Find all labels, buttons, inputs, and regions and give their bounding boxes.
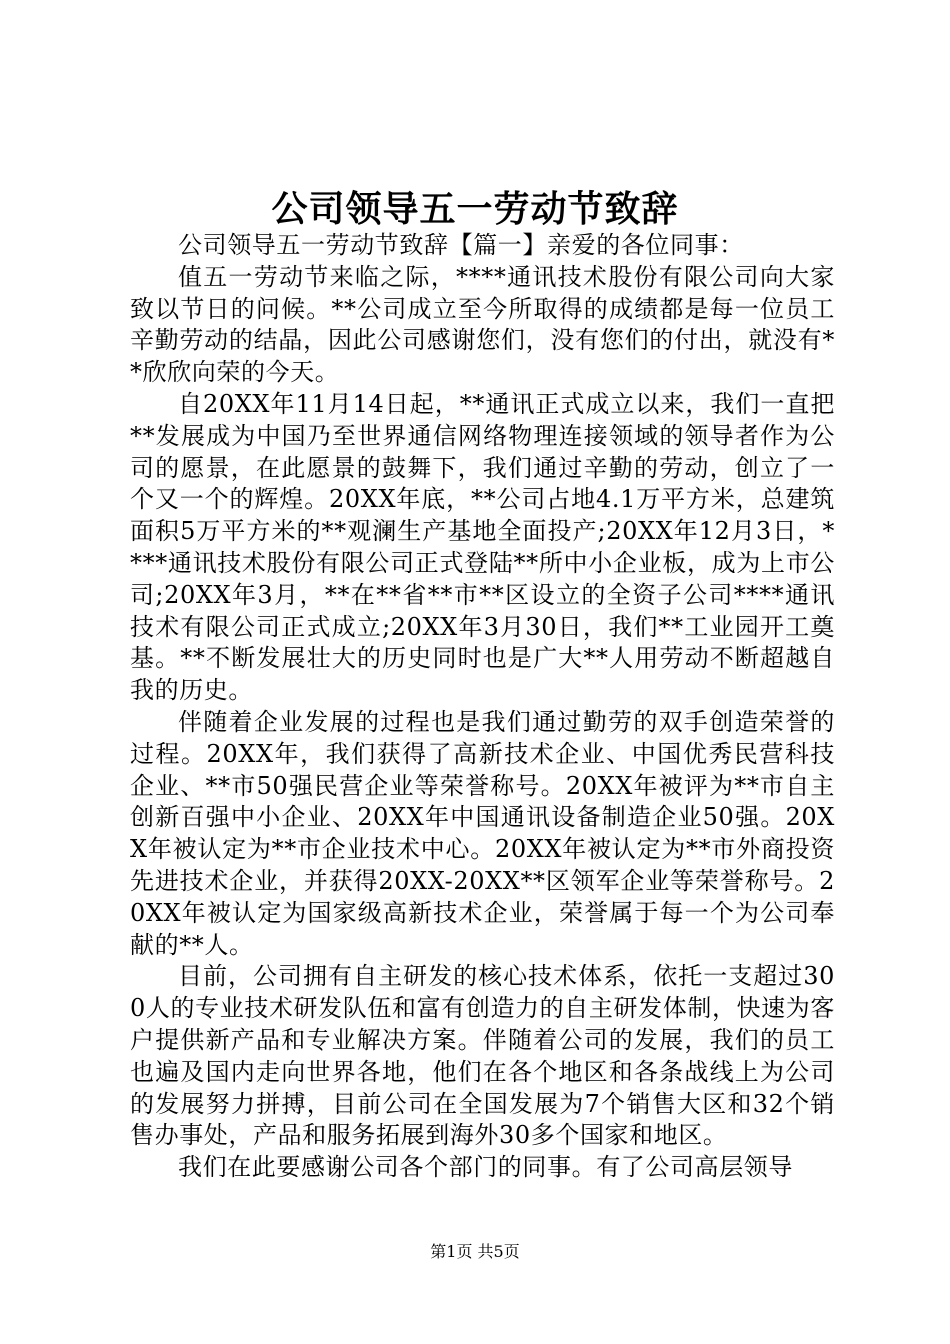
- paragraph: 公司领导五一劳动节致辞【篇一】亲爱的各位同事：: [178, 231, 744, 259]
- paragraph: 伴随着企业发展的过程也是我们通过勤劳的双手创造荣誉的过程。20XX年，我们获得了高新技术企业、中国优秀民营科技企业、**市50强民营企业等荣誉称号。20XX年被评为**市自主创新百强中小企业、20XX年中国通讯设备制造企业50强。20XX年被认定为**市企业技术中心。20XX年被认定为**市外商投资先进技术企业，并获得20XX-20XX**区领军企业等荣誉称号。20XX年被认定为国家级高新技术企业，荣誉属于每一个为公司奉献的**人。: [130, 707, 835, 959]
- document-title: 公司领导五一劳动节致辞: [271, 188, 679, 230]
- paragraph: 自20XX年11月14日起，**通讯正式成立以来，我们一直把**发展成为中国乃至世界通信网络物理连接领域的领导者作为公司的愿景，在此愿景的鼓舞下，我们通过辛勤的劳动，创立了一个又一个的辉煌。20XX年底，**公司占地4.1万平方米，总建筑面积5万平方米的**观澜生产基地全面投产;20XX年12月3日，****通讯技术股份有限公司正式登陆**所中小企业板，成为上市公司;20XX年3月，**在**省**市**区设立的全资子公司****通讯技术有限公司正式成立;20XX年3月30日，我们**工业园开工奠基。**不断发展壮大的历史同时也是广大**人用劳动不断超越自我的历史。: [130, 389, 835, 705]
- paragraph: 值五一劳动节来临之际，****通讯技术股份有限公司向大家致以节日的问候。**公司成立至今所取得的成绩都是每一位员工辛勤劳动的结晶，因此公司感谢您们，没有您们的付出，就没有**欣欣向荣的今天。: [130, 262, 835, 387]
- document-body: [130, 230, 835, 1184]
- paragraph: 目前，公司拥有自主研发的核心技术体系，依托一支超过300人的专业技术研发队伍和富有创造力的自主研发体制，快速为客户提供新产品和专业解决方案。伴随着公司的发展，我们的员工也遍及国内走向世界各地，他们在各个地区和各条战线上为公司的发展努力拼搏，目前公司在全国发展为7个销售大区和32个销售办事处，产品和服务拓展到海外30多个国家和地区。: [130, 962, 835, 1150]
- paragraph: 我们在此要感谢公司各个部门的同事。有了公司高层领导: [178, 1153, 793, 1182]
- page-number-footer: 第1页 共5页: [430, 1242, 520, 1261]
